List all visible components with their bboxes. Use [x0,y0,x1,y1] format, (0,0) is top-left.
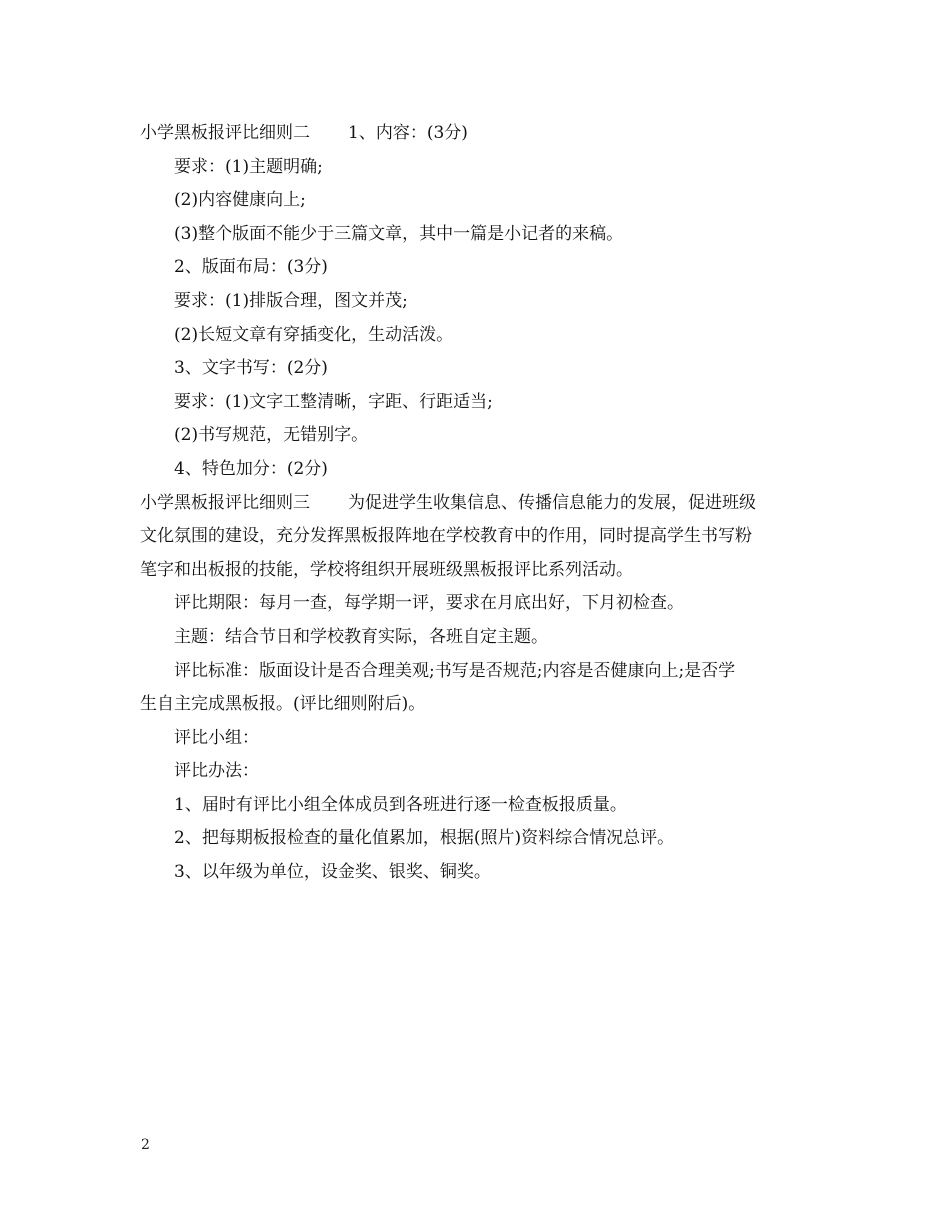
section3-intro-line2: 文化氛围的建设，充分发挥黑板报阵地在学校教育中的作用，同时提高学生书写粉 [140,526,752,547]
section3-standard-line2: 生自主完成黑板报。(评比细则附后)。 [140,694,426,715]
section3-method: 评比办法： [174,761,259,782]
section2-item1-heading: 1、内容：(3分) [348,123,468,143]
section3-standard-line1: 评比标准：版面设计是否合理美观;书写是否规范;内容是否健康向上;是否学 [174,660,736,681]
section3-step: 2、把每期板报检查的量化值累加，根据(照片)资料综合情况总评。 [174,828,675,849]
section2-line: (2)内容健康向上; [174,190,306,211]
section3-intro-line1: 为促进学生收集信息、传播信息能力的发展，促进班级 [348,492,756,513]
section2-line: 4、特色加分：(2分) [174,458,328,479]
section3-heading-line [140,487,812,521]
section2-line: 3、文字书写：(2分) [174,358,328,379]
section2-line: 要求：(1)主题明确; [174,156,323,177]
section2-line: (2)书写规范，无错别字。 [174,425,369,446]
section2-line: 2、版面布局：(3分) [174,257,328,278]
section2-line: (3)整个版面不能少于三篇文章，其中一篇是小记者的来稿。 [174,223,624,244]
page-number: 2 [141,1137,150,1153]
section3-group: 评比小组： [174,727,259,748]
section2-line: (2)长短文章有穿插变化，生动活泼。 [174,324,454,345]
section3-title: 小学黑板报评比细则三 [140,492,310,513]
section2-title: 小学黑板报评比细则二 [140,123,310,143]
section3-theme: 主题：结合节日和学校教育实际，各班自定主题。 [174,626,548,647]
section2-heading-line [140,117,812,151]
section2-line: 要求：(1)排版合理，图文并茂; [174,290,408,311]
document-body [140,117,812,890]
section3-step: 1、届时有评比小组全体成员到各班进行逐一检查板报质量。 [174,794,627,815]
section3-step: 3、以年级为单位，设金奖、银奖、铜奖。 [174,862,491,883]
section2-line: 要求：(1)文字工整清晰，字距、行距适当; [174,391,493,412]
section3-period: 评比期限：每月一查，每学期一评，要求在月底出好，下月初检查。 [174,593,684,614]
section3-intro-line3: 笔字和出板报的技能，学校将组织开展班级黑板报评比系列活动。 [140,559,633,580]
